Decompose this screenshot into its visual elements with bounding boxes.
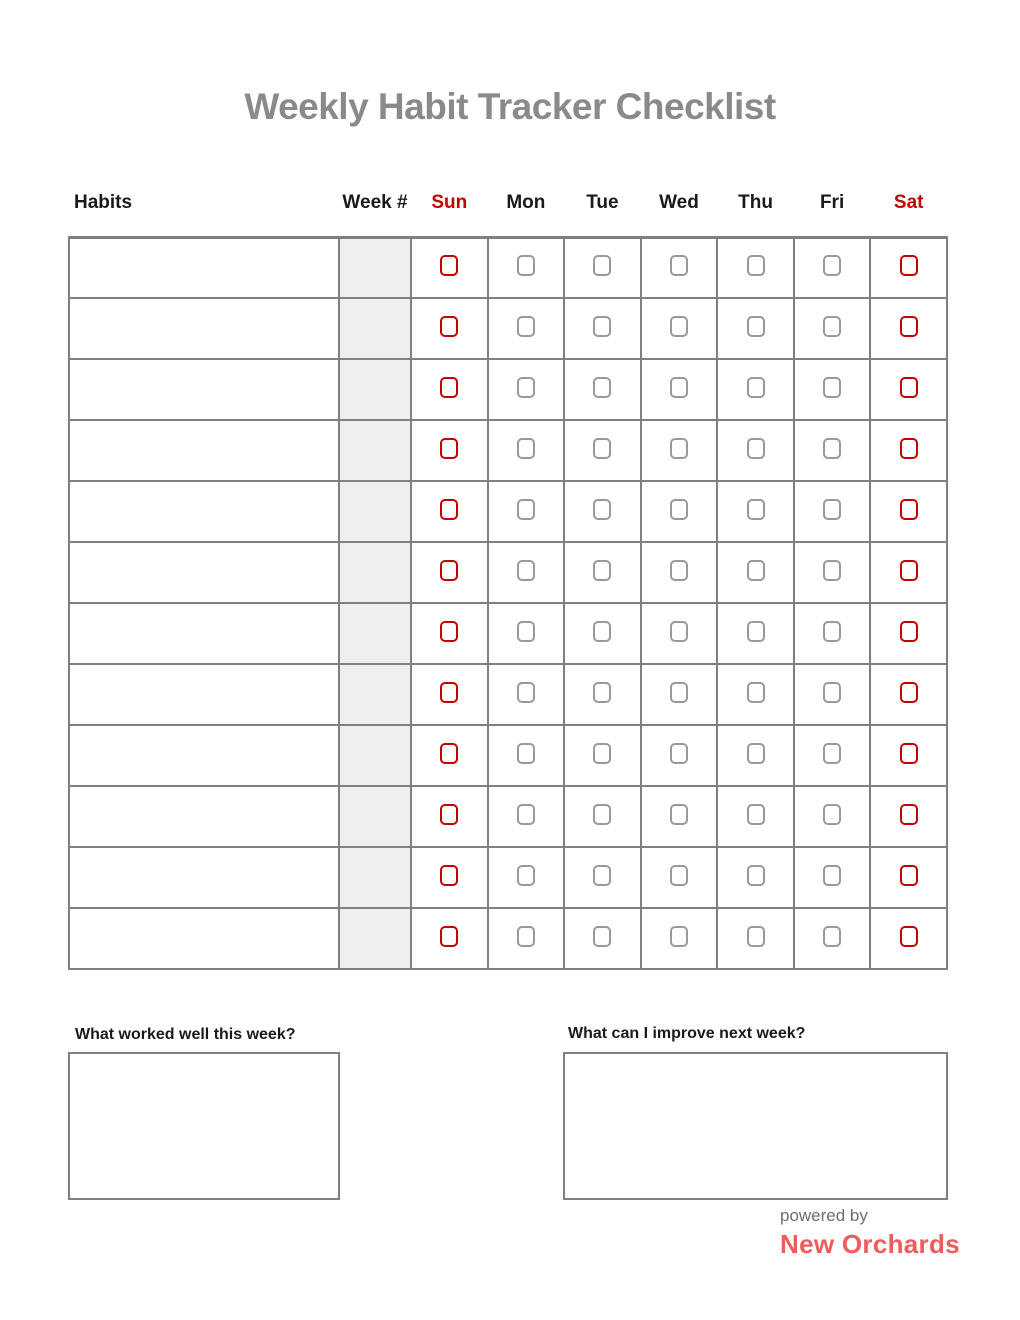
check-cell-mon — [488, 359, 565, 420]
checkbox-mon[interactable] — [517, 621, 535, 642]
checkbox-sun[interactable] — [440, 926, 458, 947]
checkbox-mon[interactable] — [517, 499, 535, 520]
day-header-sun: Sun — [411, 170, 488, 237]
checkbox-wed[interactable] — [670, 743, 688, 764]
checkbox-mon[interactable] — [517, 377, 535, 398]
checkbox-tue[interactable] — [593, 926, 611, 947]
check-cell-mon — [488, 908, 565, 969]
checkbox-fri[interactable] — [823, 438, 841, 459]
checkbox-sun[interactable] — [440, 621, 458, 642]
check-cell-tue — [564, 481, 641, 542]
check-cell-fri — [794, 847, 871, 908]
checkbox-wed[interactable] — [670, 926, 688, 947]
check-cell-mon — [488, 237, 565, 298]
check-cell-mon — [488, 420, 565, 481]
check-cell-thu — [717, 847, 794, 908]
check-cell-mon — [488, 664, 565, 725]
checkbox-thu[interactable] — [747, 499, 765, 520]
checkbox-wed[interactable] — [670, 438, 688, 459]
checkbox-sat[interactable] — [900, 377, 918, 398]
check-cell-thu — [717, 359, 794, 420]
check-cell-wed — [641, 786, 718, 847]
habit-name-cell[interactable] — [69, 664, 339, 725]
checkbox-tue[interactable] — [593, 682, 611, 703]
checkbox-sat[interactable] — [900, 804, 918, 825]
checkbox-fri[interactable] — [823, 804, 841, 825]
week-number-column-header: Week # — [339, 170, 411, 237]
checkbox-sun[interactable] — [440, 377, 458, 398]
check-cell-sat — [870, 237, 947, 298]
checkbox-tue[interactable] — [593, 560, 611, 581]
checkbox-fri[interactable] — [823, 621, 841, 642]
checkbox-mon[interactable] — [517, 865, 535, 886]
check-cell-thu — [717, 481, 794, 542]
check-cell-thu — [717, 664, 794, 725]
check-cell-wed — [641, 237, 718, 298]
check-cell-tue — [564, 603, 641, 664]
habit-name-cell[interactable] — [69, 908, 339, 969]
check-cell-wed — [641, 908, 718, 969]
checkbox-sun[interactable] — [440, 743, 458, 764]
habit-row — [69, 237, 947, 298]
checkbox-sun[interactable] — [440, 255, 458, 276]
check-cell-tue — [564, 542, 641, 603]
check-cell-fri — [794, 725, 871, 786]
check-cell-thu — [717, 908, 794, 969]
habit-name-cell[interactable] — [69, 603, 339, 664]
habit-row — [69, 420, 947, 481]
checkbox-tue[interactable] — [593, 499, 611, 520]
check-cell-tue — [564, 908, 641, 969]
check-cell-thu — [717, 420, 794, 481]
checkbox-wed[interactable] — [670, 804, 688, 825]
worked-well-label: What worked well this week? — [75, 1026, 296, 1043]
checkbox-thu[interactable] — [747, 255, 765, 276]
habit-name-cell[interactable] — [69, 542, 339, 603]
check-cell-tue — [564, 786, 641, 847]
check-cell-sat — [870, 725, 947, 786]
table-header — [69, 170, 947, 237]
checkbox-sat[interactable] — [900, 926, 918, 947]
checkbox-wed[interactable] — [670, 499, 688, 520]
check-cell-fri — [794, 664, 871, 725]
check-cell-sun — [411, 237, 488, 298]
check-cell-wed — [641, 420, 718, 481]
checkbox-fri[interactable] — [823, 255, 841, 276]
week-number-cell[interactable] — [339, 237, 411, 298]
checkbox-sun[interactable] — [440, 438, 458, 459]
check-cell-mon — [488, 603, 565, 664]
check-cell-tue — [564, 359, 641, 420]
day-header-fri: Fri — [794, 170, 871, 237]
checkbox-thu[interactable] — [747, 377, 765, 398]
check-cell-mon — [488, 481, 565, 542]
week-number-cell[interactable] — [339, 786, 411, 847]
checkbox-sat[interactable] — [900, 255, 918, 276]
check-cell-thu — [717, 786, 794, 847]
check-cell-mon — [488, 847, 565, 908]
table-header-row — [69, 170, 947, 237]
checkbox-thu[interactable] — [747, 926, 765, 947]
check-cell-sun — [411, 725, 488, 786]
checkbox-sat[interactable] — [900, 682, 918, 703]
habit-name-cell[interactable] — [69, 786, 339, 847]
checkbox-tue[interactable] — [593, 865, 611, 886]
checkbox-sat[interactable] — [900, 865, 918, 886]
habit-name-cell[interactable] — [69, 298, 339, 359]
improve-next-week-notes-box[interactable] — [563, 1052, 948, 1200]
checkbox-tue[interactable] — [593, 316, 611, 337]
check-cell-fri — [794, 542, 871, 603]
check-cell-mon — [488, 298, 565, 359]
week-number-cell[interactable] — [339, 542, 411, 603]
week-number-cell[interactable] — [339, 481, 411, 542]
checkbox-thu[interactable] — [747, 865, 765, 886]
checkbox-fri[interactable] — [823, 377, 841, 398]
habit-tracker-table — [68, 170, 948, 970]
habit-row — [69, 664, 947, 725]
checkbox-thu[interactable] — [747, 316, 765, 337]
checkbox-wed[interactable] — [670, 682, 688, 703]
checkbox-sat[interactable] — [900, 621, 918, 642]
check-cell-sat — [870, 603, 947, 664]
day-header-wed: Wed — [641, 170, 718, 237]
check-cell-thu — [717, 237, 794, 298]
habit-row — [69, 908, 947, 969]
checkbox-mon[interactable] — [517, 560, 535, 581]
check-cell-fri — [794, 298, 871, 359]
check-cell-sat — [870, 359, 947, 420]
check-cell-tue — [564, 664, 641, 725]
checkbox-mon[interactable] — [517, 804, 535, 825]
habits-column-header: Habits — [69, 170, 339, 237]
check-cell-fri — [794, 420, 871, 481]
habit-name-cell[interactable] — [69, 237, 339, 298]
check-cell-sat — [870, 481, 947, 542]
habit-row — [69, 359, 947, 420]
checkbox-mon[interactable] — [517, 682, 535, 703]
check-cell-wed — [641, 359, 718, 420]
checkbox-thu[interactable] — [747, 438, 765, 459]
habit-row — [69, 481, 947, 542]
check-cell-sat — [870, 908, 947, 969]
week-number-cell[interactable] — [339, 603, 411, 664]
footer — [780, 1206, 960, 1260]
page-title: Weekly Habit Tracker Checklist — [244, 86, 776, 127]
check-cell-sat — [870, 298, 947, 359]
check-cell-mon — [488, 786, 565, 847]
check-cell-fri — [794, 603, 871, 664]
check-cell-sun — [411, 664, 488, 725]
check-cell-thu — [717, 542, 794, 603]
check-cell-fri — [794, 359, 871, 420]
checkbox-fri[interactable] — [823, 316, 841, 337]
habit-row — [69, 603, 947, 664]
check-cell-tue — [564, 847, 641, 908]
checkbox-sat[interactable] — [900, 560, 918, 581]
check-cell-wed — [641, 542, 718, 603]
worked-well-notes-box[interactable] — [68, 1052, 340, 1200]
checkbox-tue[interactable] — [593, 377, 611, 398]
checkbox-wed[interactable] — [670, 255, 688, 276]
check-cell-sun — [411, 847, 488, 908]
check-cell-sat — [870, 847, 947, 908]
checkbox-thu[interactable] — [747, 621, 765, 642]
check-cell-thu — [717, 298, 794, 359]
week-number-cell[interactable] — [339, 359, 411, 420]
day-header-mon: Mon — [488, 170, 565, 237]
checkbox-sat[interactable] — [900, 316, 918, 337]
habit-name-cell[interactable] — [69, 359, 339, 420]
check-cell-fri — [794, 908, 871, 969]
check-cell-sat — [870, 664, 947, 725]
checkbox-fri[interactable] — [823, 499, 841, 520]
check-cell-tue — [564, 420, 641, 481]
check-cell-wed — [641, 664, 718, 725]
checkbox-mon[interactable] — [517, 316, 535, 337]
checkbox-mon[interactable] — [517, 255, 535, 276]
checkbox-mon[interactable] — [517, 926, 535, 947]
check-cell-sat — [870, 542, 947, 603]
checkbox-thu[interactable] — [747, 682, 765, 703]
check-cell-sun — [411, 481, 488, 542]
checkbox-wed[interactable] — [670, 621, 688, 642]
checkbox-tue[interactable] — [593, 804, 611, 825]
check-cell-sun — [411, 603, 488, 664]
checkbox-sat[interactable] — [900, 743, 918, 764]
checkbox-fri[interactable] — [823, 743, 841, 764]
checkbox-tue[interactable] — [593, 621, 611, 642]
checkbox-mon[interactable] — [517, 438, 535, 459]
check-cell-sun — [411, 298, 488, 359]
day-header-tue: Tue — [564, 170, 641, 237]
checkbox-wed[interactable] — [670, 560, 688, 581]
improve-next-week-label: What can I improve next week? — [568, 1025, 806, 1042]
habit-name-cell[interactable] — [69, 481, 339, 542]
habit-row — [69, 786, 947, 847]
check-cell-fri — [794, 237, 871, 298]
day-header-thu: Thu — [717, 170, 794, 237]
check-cell-sun — [411, 908, 488, 969]
week-number-cell[interactable] — [339, 420, 411, 481]
checkbox-fri[interactable] — [823, 865, 841, 886]
check-cell-tue — [564, 237, 641, 298]
check-cell-mon — [488, 542, 565, 603]
check-cell-sun — [411, 420, 488, 481]
checkbox-tue[interactable] — [593, 743, 611, 764]
checkbox-tue[interactable] — [593, 255, 611, 276]
check-cell-tue — [564, 298, 641, 359]
check-cell-fri — [794, 481, 871, 542]
check-cell-sat — [870, 786, 947, 847]
habit-name-cell[interactable] — [69, 847, 339, 908]
check-cell-wed — [641, 298, 718, 359]
checkbox-sun[interactable] — [440, 499, 458, 520]
checkbox-sun[interactable] — [440, 560, 458, 581]
week-number-cell[interactable] — [339, 725, 411, 786]
check-cell-wed — [641, 481, 718, 542]
habit-row — [69, 725, 947, 786]
powered-by-text: powered by — [780, 1206, 868, 1225]
checkbox-thu[interactable] — [747, 743, 765, 764]
check-cell-sun — [411, 786, 488, 847]
week-number-cell[interactable] — [339, 298, 411, 359]
check-cell-fri — [794, 786, 871, 847]
week-number-cell[interactable] — [339, 847, 411, 908]
check-cell-wed — [641, 725, 718, 786]
checkbox-sun[interactable] — [440, 316, 458, 337]
habit-row — [69, 542, 947, 603]
checkbox-sat[interactable] — [900, 438, 918, 459]
check-cell-sun — [411, 542, 488, 603]
checkbox-fri[interactable] — [823, 682, 841, 703]
week-number-cell[interactable] — [339, 908, 411, 969]
checkbox-fri[interactable] — [823, 926, 841, 947]
check-cell-sun — [411, 359, 488, 420]
check-cell-wed — [641, 603, 718, 664]
day-header-sat: Sat — [870, 170, 947, 237]
checkbox-wed[interactable] — [670, 316, 688, 337]
checkbox-sun[interactable] — [440, 804, 458, 825]
checkbox-wed[interactable] — [670, 377, 688, 398]
checkbox-sun[interactable] — [440, 682, 458, 703]
check-cell-wed — [641, 847, 718, 908]
table-body — [69, 237, 947, 969]
check-cell-tue — [564, 725, 641, 786]
brand-logo-text: New Orchards — [780, 1229, 960, 1259]
check-cell-sat — [870, 420, 947, 481]
checkbox-thu[interactable] — [747, 560, 765, 581]
check-cell-mon — [488, 725, 565, 786]
checkbox-tue[interactable] — [593, 438, 611, 459]
checkbox-sun[interactable] — [440, 865, 458, 886]
checkbox-thu[interactable] — [747, 804, 765, 825]
week-number-cell[interactable] — [339, 664, 411, 725]
habit-name-cell[interactable] — [69, 725, 339, 786]
habit-name-cell[interactable] — [69, 420, 339, 481]
checkbox-fri[interactable] — [823, 560, 841, 581]
check-cell-thu — [717, 725, 794, 786]
checkbox-wed[interactable] — [670, 865, 688, 886]
habit-row — [69, 847, 947, 908]
checkbox-mon[interactable] — [517, 743, 535, 764]
habit-row — [69, 298, 947, 359]
check-cell-thu — [717, 603, 794, 664]
checkbox-sat[interactable] — [900, 499, 918, 520]
